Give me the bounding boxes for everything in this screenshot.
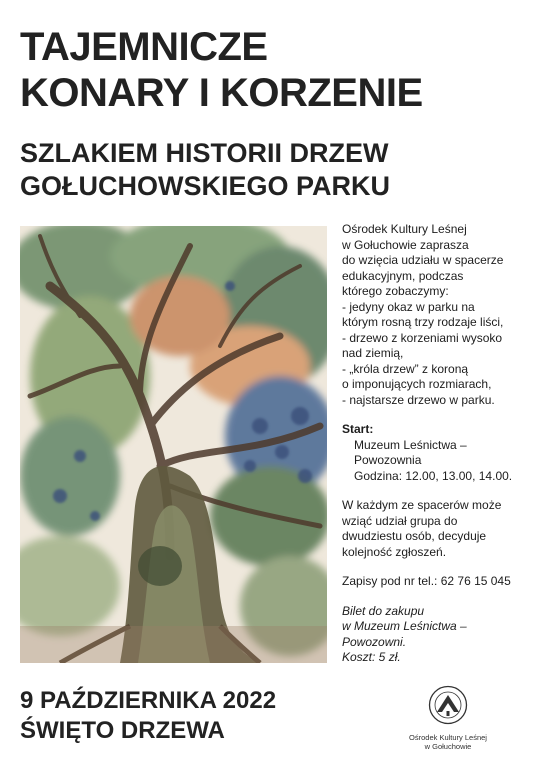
- ticket-line-3: Powozowni.: [342, 634, 407, 649]
- title-line-1: TAJEMNICZE: [20, 25, 268, 69]
- start-line-1: Muzeum Leśnictwa –: [354, 437, 467, 452]
- event-description: [342, 222, 537, 666]
- intro-line-3: do wzięcia udziału w spacerze: [342, 253, 504, 267]
- group-line-1: W każdym ze spacerów może: [342, 498, 502, 512]
- start-line-3: Godzina: 12.00, 13.00, 14.00.: [354, 468, 513, 483]
- start-line-2: Powozownia: [354, 453, 422, 467]
- start-label: Start:: [342, 422, 374, 436]
- ticket-line-2: w Muzeum Leśnictwa –: [342, 619, 467, 633]
- group-line-4: kolejność zgłoszeń.: [342, 544, 447, 559]
- item-line-3: - drzewo z korzeniami wysoko: [342, 330, 503, 345]
- item-line-6: o imponujących rozmiarach,: [342, 377, 492, 391]
- intro-line-1: Ośrodek Kultury Leśnej: [342, 222, 467, 236]
- ticket-line-4: Koszt: 5 zł.: [342, 650, 401, 664]
- tree-watercolor-painting: [20, 226, 327, 663]
- lasy-panstwowe-logo-icon: [428, 685, 468, 725]
- subtitle-line-1: SZLAKIEM HISTORII DRZEW: [20, 138, 389, 168]
- event-date: 9 PAŹDZIERNIKA 2022: [20, 687, 277, 714]
- title-line-2: KONARY I KORZENIE: [20, 71, 423, 115]
- ticket-line-1: Bilet do zakupu: [342, 603, 425, 618]
- poster-subtitle: [20, 137, 390, 203]
- item-line-1: - jedyny okaz w parku na: [342, 299, 475, 314]
- group-line-2: wziąć udział grupa do: [342, 513, 458, 528]
- tree-illustration: [20, 226, 327, 663]
- intro-line-5: którego zobaczymy:: [342, 284, 449, 298]
- intro-line-2: w Gołuchowie zaprasza: [342, 237, 469, 252]
- organizer-name-line-2: w Gołuchowie: [424, 742, 472, 751]
- group-line-3: dwudziestu osób, decyduje: [342, 529, 487, 543]
- poster-title: [20, 24, 423, 116]
- item-line-5: - „króla drzew” z koroną: [342, 361, 469, 376]
- intro-line-4: edukacyjnym, podczas: [342, 268, 464, 283]
- event-date-block: [20, 686, 276, 746]
- item-line-4: nad ziemią,: [342, 346, 404, 360]
- item-line-2: którym rosną trzy rodzaje liści,: [342, 315, 504, 329]
- organizer-logo: [393, 685, 503, 751]
- organizer-name-line-1: Ośrodek Kultury Leśnej: [409, 733, 487, 742]
- phone-line: Zapisy pod nr tel.: 62 76 15 045: [342, 574, 511, 588]
- item-line-7: - najstarsze drzewo w parku.: [342, 392, 495, 407]
- subtitle-line-2: GOŁUCHOWSKIEGO PARKU: [20, 171, 390, 201]
- event-name: ŚWIĘTO DRZEWA: [20, 717, 225, 744]
